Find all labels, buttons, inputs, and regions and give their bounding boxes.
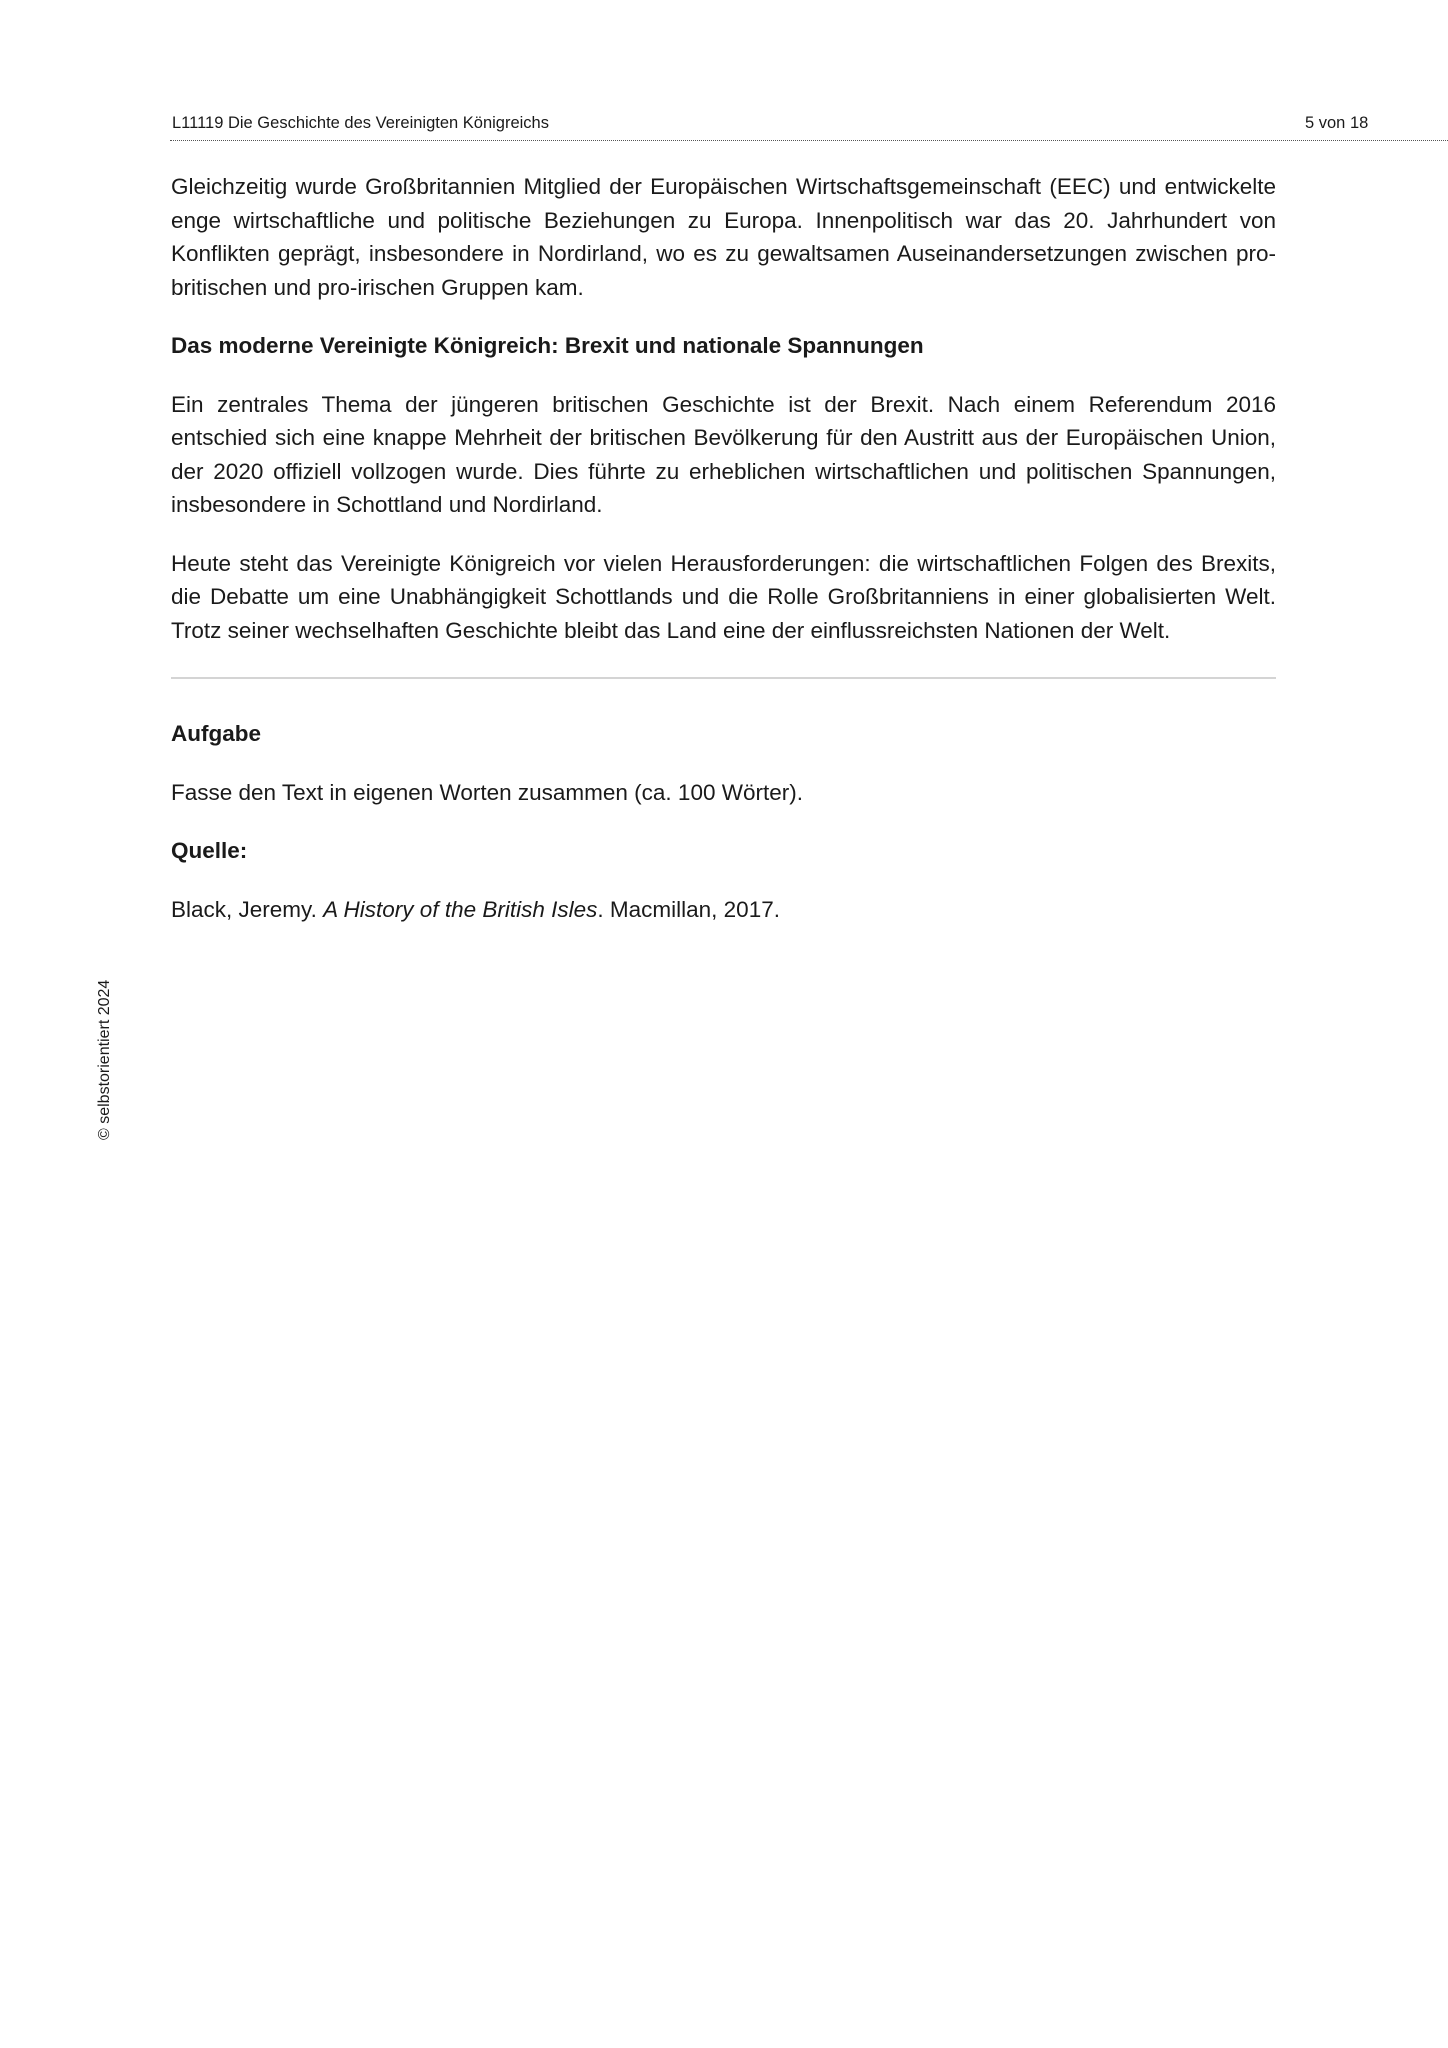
paragraph-eec-conflicts: Gleichzeitig wurde Großbritannien Mitglied der Europäischen Wirtschaftsgemeinschaft (EEC) und entwickelte enge wirtschaftliche und politische Beziehungen zu Europa. Innenpolitisch war das 20. Jahrhundert von Konflikten geprägt, insbesondere in Nordirland, wo es zu gewaltsamen Auseinandersetzungen zwischen pro-britischen und pro-irischen Gruppen kam.	[171, 174, 1276, 300]
copyright-notice: © selbstorientiert 2024	[96, 979, 113, 1140]
page-header	[170, 114, 1448, 141]
section-divider	[171, 677, 1276, 679]
source-heading: Quelle:	[171, 838, 248, 863]
document-body	[171, 170, 1276, 926]
document-title: L11119 Die Geschichte des Vereinigten Königreichs	[172, 114, 549, 132]
page-indicator: 5 von 18	[1305, 114, 1369, 132]
paragraph-brexit: Ein zentrales Thema der jüngeren britischen Geschichte ist der Brexit. Nach einem Referendum 2016 entschied sich eine knappe Mehrheit der britischen Bevölkerung für den Austritt aus der Europäischen Union, der 2020 offiziell vollzogen wurde. Dies führte zu erheblichen wirtschaftlichen und politischen Spannungen, insbesondere in Schottland und Nordirland.	[171, 391, 1276, 517]
citation-title: A History of the British Isles	[323, 896, 598, 922]
task-instruction: Fasse den Text in eigenen Worten zusammen (ca. 100 Wörter).	[171, 779, 803, 805]
citation-author: Black, Jeremy.	[171, 896, 324, 922]
citation-publisher: . Macmillan, 2017.	[597, 896, 780, 922]
section-heading-modern-uk: Das moderne Vereinigte Königreich: Brexit und nationale Spannungen	[171, 333, 924, 358]
task-heading: Aufgabe	[171, 721, 261, 746]
source-citation	[171, 893, 1276, 927]
paragraph-challenges: Heute steht das Vereinigte Königreich vor vielen Herausforderungen: die wirtschaftlichen Folgen des Brexits, die Debatte um eine Unabhängigkeit Schottlands und die Rolle Großbritanniens in einer globalisierten Welt. Trotz seiner wechselhaften Geschichte bleibt das Land eine der einflussreichsten Nationen der Welt.	[171, 550, 1276, 643]
